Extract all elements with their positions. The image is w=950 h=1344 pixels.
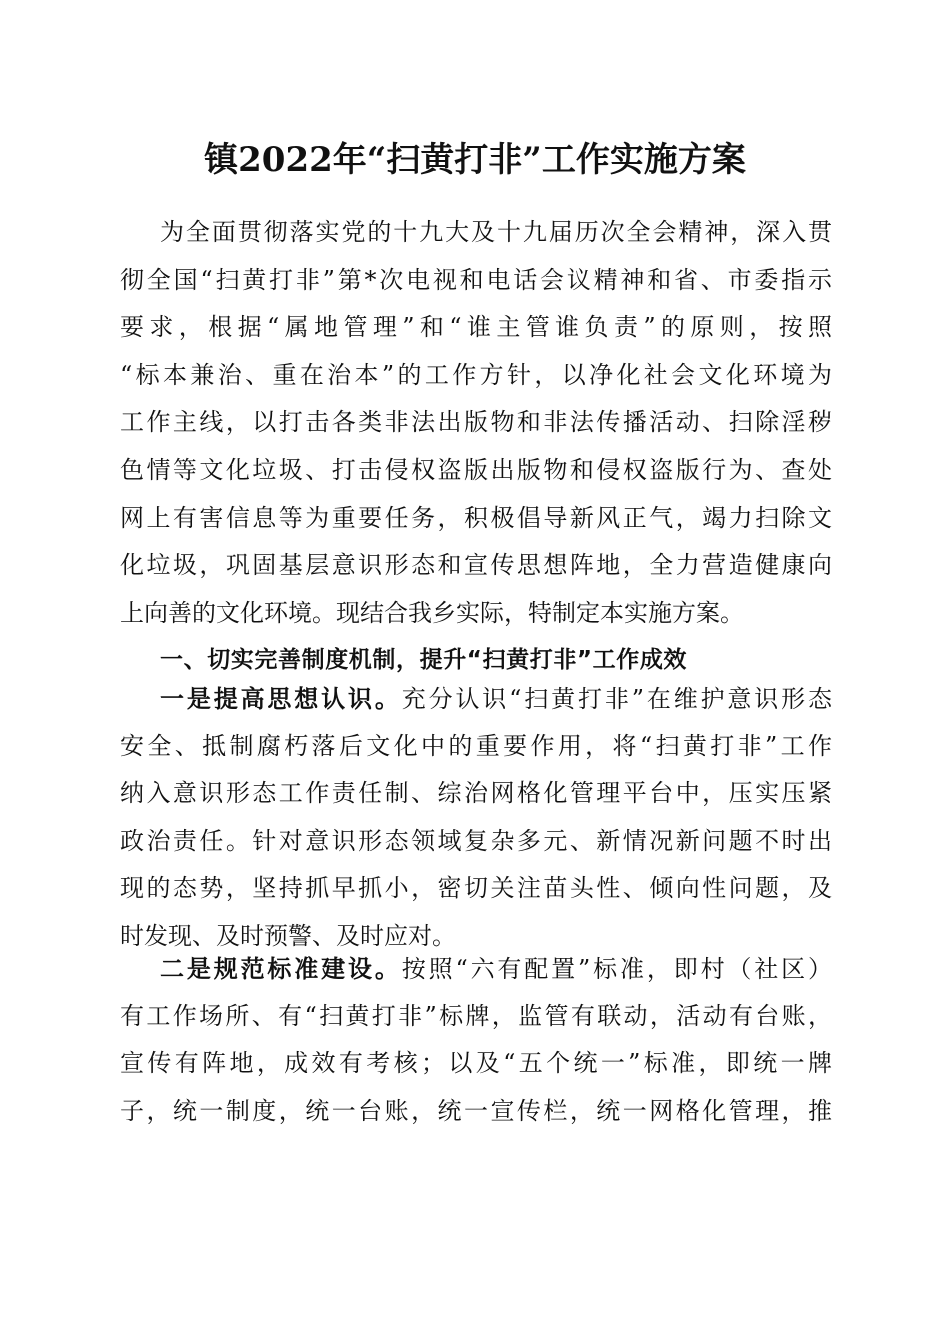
intro-line: 上向善的文化环境。现结合我乡实际，特制定本实施方案。	[120, 598, 744, 627]
point-1-line: 现的态势，坚持抓早抓小，密切关注苗头性、倾向性问题，及	[120, 874, 832, 903]
intro-line: “标本兼治、重在治本”的工作方针，以净化社会文化环境为	[120, 360, 832, 389]
point-1-lead: 一是提高思想认识。	[160, 684, 402, 713]
intro-line: 色情等文化垃圾、打击侵权盗版出版物和侵权盗版行为、查处	[120, 455, 832, 484]
point-1-paragraph	[120, 675, 832, 961]
document-title: 镇2022年“扫黄打非”工作实施方案	[204, 140, 746, 180]
intro-line: 工作主线，以打击各类非法出版物和非法传播活动、扫除淫秽	[120, 408, 832, 437]
intro-line: 化垃圾，巩固基层意识形态和宣传思想阵地，全力营造健康向	[120, 551, 832, 580]
intro-line: 为全面贯彻落实党的十九大及十九届历次全会精神，深入贯	[160, 218, 832, 246]
intro-line: 彻全国“扫黄打非”第*次电视和电话会议精神和省、市委指示	[120, 265, 832, 294]
point-1-first-line	[120, 675, 832, 723]
point-1-line: 纳入意识形态工作责任制、综治网格化管理平台中，压实压紧	[120, 779, 832, 808]
point-1-first-line-text: 充分认识“扫黄打非”在维护意识形态	[401, 685, 833, 713]
point-2-first-line-text: 按照“六有配置”标准，即村（社区）	[401, 955, 833, 983]
point-2-paragraph	[120, 945, 832, 1135]
intro-line: 要求，根据“属地管理”和“谁主管谁负责”的原则，按照	[120, 313, 832, 342]
point-1-line: 时发现、及时预警、及时应对。	[120, 921, 456, 950]
point-2-lead: 二是规范标准建设。	[160, 954, 402, 983]
section-heading: 一、切实完善制度机制，提升“扫黄打非”工作成效	[160, 647, 688, 673]
point-1-line: 安全、抵制腐朽落后文化中的重要作用，将“扫黄打非”工作	[120, 731, 832, 760]
point-2-line: 子，统一制度，统一台账，统一宣传栏，统一网格化管理，推	[120, 1096, 832, 1125]
point-2-line: 有工作场所、有“扫黄打非”标牌，监管有联动，活动有台账，	[120, 1001, 832, 1030]
point-2-line: 宣传有阵地，成效有考核；以及“五个统一”标准，即统一牌	[120, 1049, 832, 1078]
point-2-first-line	[120, 945, 832, 993]
point-1-line: 政治责任。针对意识形态领域复杂多元、新情况新问题不时出	[120, 826, 832, 855]
intro-line: 网上有害信息等为重要任务，积极倡导新风正气，竭力扫除文	[120, 503, 832, 532]
intro-paragraph	[120, 209, 832, 637]
